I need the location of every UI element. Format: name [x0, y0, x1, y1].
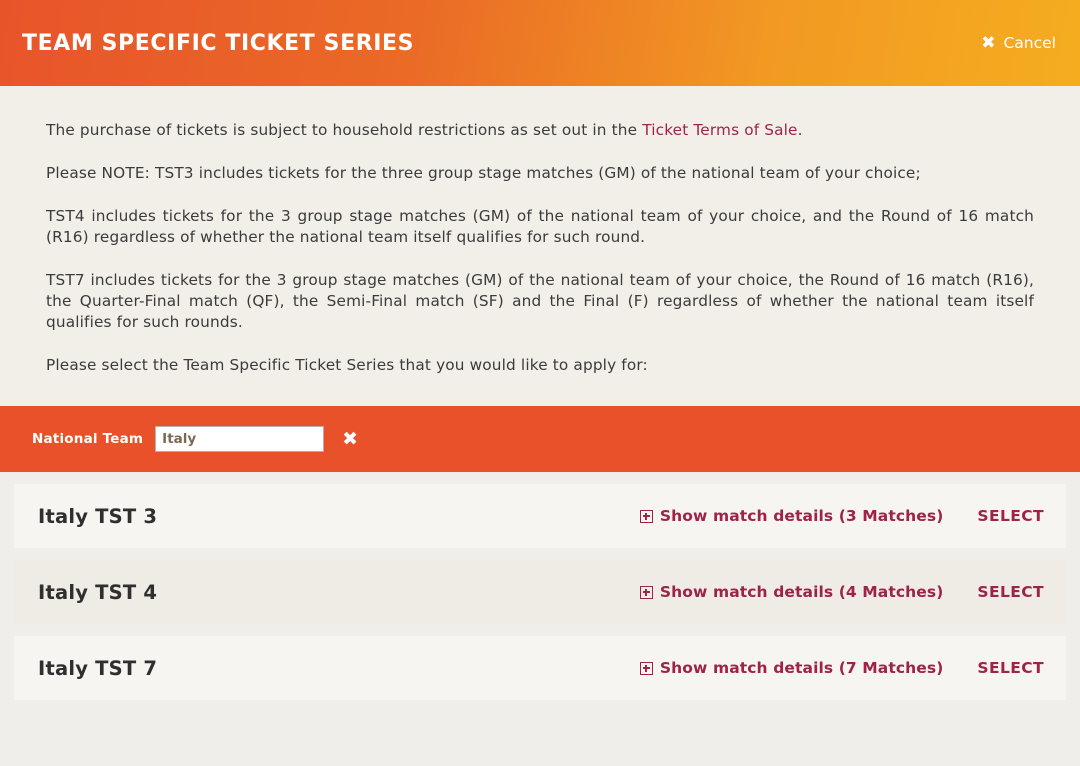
info-paragraph-1-text-after: .	[797, 121, 803, 139]
series-name: Italy TST 4	[38, 580, 158, 604]
cancel-button-label: Cancel	[1003, 34, 1056, 52]
show-match-details-label: Show match details (3 Matches)	[659, 507, 944, 525]
series-list	[0, 484, 1080, 700]
plus-box-icon	[640, 586, 653, 599]
select-button[interactable]: SELECT	[977, 507, 1044, 525]
ticket-terms-of-sale-link[interactable]: Ticket Terms of Sale	[642, 121, 798, 139]
info-paragraph-1-text-before: The purchase of tickets is subject to household restrictions as set out in the	[46, 121, 643, 139]
info-paragraph-1	[46, 120, 1034, 141]
series-row-actions	[640, 507, 1044, 525]
show-match-details-button[interactable]	[640, 659, 944, 677]
plus-box-icon	[640, 510, 653, 523]
show-match-details-button[interactable]	[640, 507, 944, 525]
table-row[interactable]	[14, 484, 1066, 548]
select-button[interactable]: SELECT	[977, 659, 1044, 677]
cancel-button[interactable]	[981, 34, 1056, 52]
show-match-details-label: Show match details (4 Matches)	[659, 583, 944, 601]
select-button[interactable]: SELECT	[977, 583, 1044, 601]
info-paragraph-2: Please NOTE: TST3 includes tickets for the three group stage matches (GM) of the national team of your choice;	[46, 164, 921, 182]
page-title: TEAM SPECIFIC TICKET SERIES	[22, 30, 415, 56]
series-name: Italy TST 7	[38, 656, 158, 680]
clear-team-icon[interactable]: ✖	[342, 427, 359, 450]
national-team-selector-bar	[0, 406, 1080, 472]
table-row[interactable]	[14, 560, 1066, 624]
series-name: Italy TST 3	[38, 504, 158, 528]
show-match-details-label: Show match details (7 Matches)	[659, 659, 944, 677]
series-row-actions	[640, 583, 1044, 601]
info-paragraph-5: Please select the Team Specific Ticket Series that you would like to apply for:	[46, 356, 648, 374]
show-match-details-button[interactable]	[640, 583, 944, 601]
national-team-label: National Team	[32, 431, 144, 447]
table-row[interactable]	[14, 636, 1066, 700]
plus-box-icon	[640, 662, 653, 675]
dialog-header	[0, 0, 1080, 86]
national-team-input[interactable]	[155, 426, 324, 452]
info-paragraph-3: TST4 includes tickets for the 3 group stage matches (GM) of the national team of your choice, and the Round of 16 match (R16) regardless of whether the national team itself qualifies for such round.	[46, 207, 1034, 246]
close-icon: ✖	[981, 32, 996, 53]
series-row-actions	[640, 659, 1044, 677]
info-paragraph-4: TST7 includes tickets for the 3 group stage matches (GM) of the national team of your choice, the Round of 16 match (R16), the Quarter-Final match (QF), the Semi-Final match (SF) and the Final (F) regardless of whether the national team itself qualifies for such rounds.	[46, 271, 1034, 331]
info-panel	[0, 86, 1080, 406]
